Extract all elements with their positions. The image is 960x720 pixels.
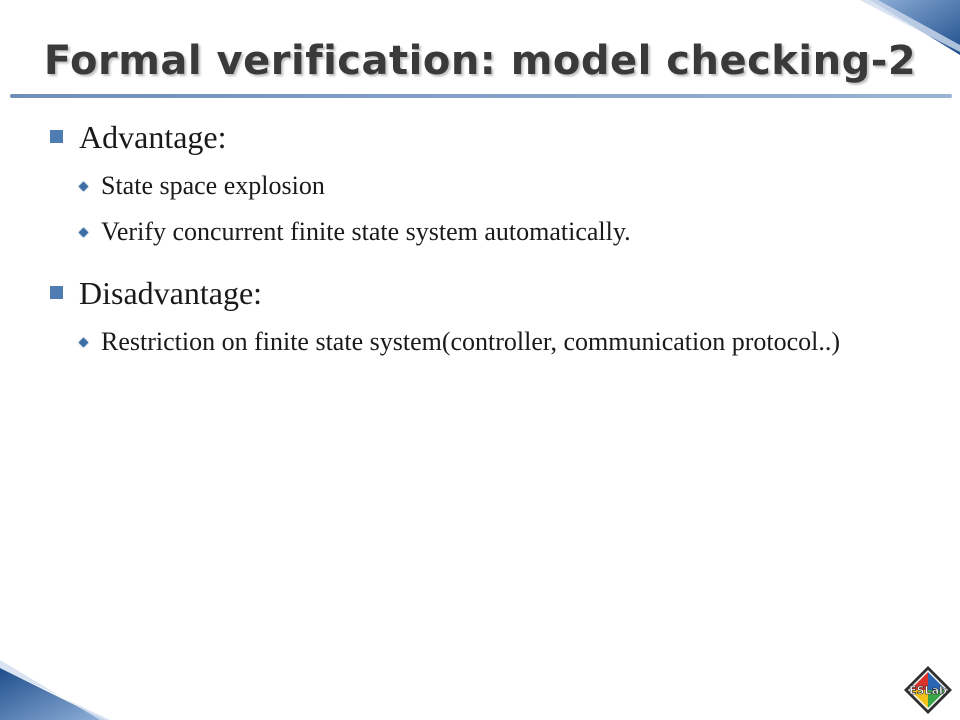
sub-bullet [80, 167, 910, 205]
sub-bullet [80, 213, 910, 251]
bullet-advantage [50, 115, 910, 159]
square-bullet-icon [50, 130, 63, 143]
advantage-heading: Advantage: [79, 119, 227, 155]
advantage-item-1: State space explosion [101, 171, 325, 200]
diamond-bullet-icon [79, 228, 89, 238]
disadvantage-heading: Disadvantage: [79, 275, 263, 311]
sub-bullet [80, 323, 910, 361]
square-bullet-icon [50, 286, 63, 299]
advantage-item-2: Verify concurrent finite state system automatically. [101, 217, 631, 246]
diamond-bullet-icon [79, 338, 89, 348]
logo-text: ESLab [909, 684, 947, 697]
title-underline [10, 94, 952, 98]
slide-title: Formal verification: model checking-2 [43, 38, 917, 84]
diamond-bullet-icon [79, 182, 89, 192]
slide-content [50, 115, 910, 361]
bullet-disadvantage [50, 271, 910, 315]
disadvantage-item-1: Restriction on finite state system(controller, communication protocol..) [101, 327, 841, 356]
corner-decoration-bottom-left [0, 660, 110, 720]
eslab-logo-icon [902, 664, 954, 716]
